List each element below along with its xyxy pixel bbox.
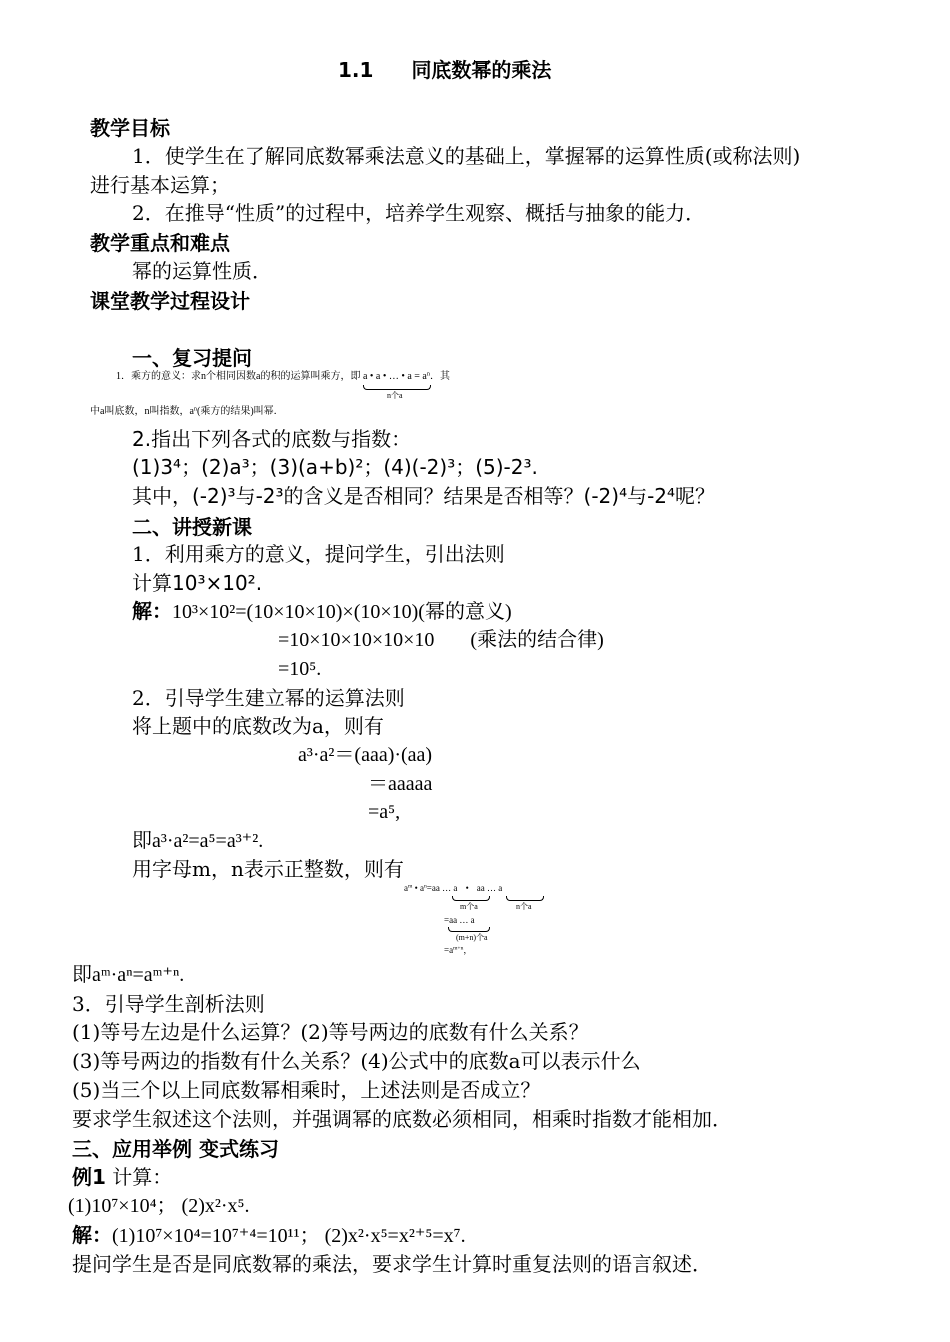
g1-dot-2: • [465,883,469,893]
g1-product-m: =aa … a [426,883,458,893]
formula-text: a • a • … • a = a [362,371,427,382]
brace-n-label: n个a [516,902,532,911]
heading-process: 课堂教学过程设计 [90,289,250,313]
goal-1-line-1: 1．使学生在了解同底数幂乘法意义的基础上，掌握幂的运算性质(或称法则) [132,144,801,168]
example-1-heading [72,1163,172,1191]
solution-step-1: 10³×10²=(10×10×10)×(10×10)(幂的意义) [172,601,512,623]
q1-line-2-text: 中a叫底数，n叫指数，a [90,406,194,417]
rule-statement: 即aᵐ·aⁿ=aᵐ⁺ⁿ. [72,964,185,986]
solution-line-1 [132,597,512,626]
goal-2: 2．在推导“性质”的过程中，培养学生观察、概括与抽象的能力． [132,201,706,225]
formula-exponent: n [426,370,430,378]
example-1-items: (1)10⁷×10⁴； (2)x²·x⁵. [68,1195,250,1217]
question-2-title: 2.指出下列各式的底数与指数： [132,427,412,451]
example-1-label: 例1 [72,1165,106,1189]
section-2-title: 二、讲授新课 [132,515,252,539]
derivation-summary: 即a³·a²=a⁵=a³⁺². [132,830,264,852]
solution-step-2-note: (乘法的结合律) [470,629,604,651]
g1-exp-m: m [408,883,413,890]
question-2-items: (1)3⁴；(2)a³；(3)(a+b)²；(4)(-2)³；(5)-2³. [132,455,538,479]
new-lesson-2-intro: 将上题中的底数改为a，则有 [132,714,384,738]
q1-line-2-exp: n [193,405,197,413]
new-lesson-3: 3．引导学生剖析法则 [72,992,265,1016]
analysis-question-2: (3)等号两边的指数有什么关系？(4)公式中的底数a可以表示什么 [72,1049,641,1073]
g3-exp: m+n [453,945,464,952]
question-2-question: 其中，(-2)³与-2³的含义是否相同？结果是否相等？(-2)⁴与-2⁴呢？ [132,484,716,508]
section-1-title: 一、复习提问 [132,346,252,370]
example-1-solution [72,1221,466,1250]
closing-note: 提问学生是否是同底数幂的乘法，要求学生计算时重复法则的语言叙述． [72,1252,712,1276]
derivation-step-2: ＝aaaaa [368,773,433,795]
g1-product-n: aa … a [476,883,503,893]
derivation-step-1: a³·a²＝(aaa)·(aa) [298,744,433,766]
q1-line-2-tail: (乘方的结果)叫幂． [196,406,284,417]
brace-m-label: m个a [460,902,478,911]
question-1-line-1 [116,370,450,400]
general-step-3 [444,944,472,956]
g3-base: =a [444,945,454,955]
general-step-1 [404,882,502,894]
question-1-line-2 [90,405,284,419]
title-number: 1.1 [338,58,374,82]
section-3-title: 三、应用举例 变式练习 [72,1137,279,1161]
g3-tail: ， [463,945,473,955]
key-points-text: 幂的运算性质． [132,259,272,283]
general-derivation-figure [404,882,554,960]
title-text: 同底数幂的乘法 [411,58,552,82]
brace-label: n个a [386,391,403,400]
analysis-question-3: (5)当三个以上同底数幂相乘时，上述法则是否成立？ [72,1078,541,1102]
solution-step-2: =10×10×10×10×10 [278,629,435,651]
g1-base: a [404,883,408,893]
analysis-requirement: 要求学生叙述这个法则，并强调幂的底数必须相同，相乘时指数才能相加． [72,1107,732,1131]
new-lesson-2: 2．引导学生建立幂的运算法则 [132,686,405,710]
g1-dot: • a [414,883,424,893]
solution-line-3: =10⁵. [278,658,322,680]
question-1-tail: ．其 [429,371,450,382]
goal-1-line-2: 进行基本运算； [90,173,230,197]
general-step-2: =aa … a [444,915,475,925]
solution-label: 解： [132,599,172,623]
example-1-solution-text: (1)10⁷×10⁴=10⁷⁺⁴=10¹¹； (2)x²·x⁵=x²⁺⁵=x⁷. [112,1225,466,1247]
general-rule-intro: 用字母m，n表示正整数，则有 [132,857,404,881]
heading-goals: 教学目标 [90,116,170,140]
new-lesson-1-calc: 计算10³×10². [132,571,263,595]
derivation-step-3: =a⁵, [368,801,401,823]
page-title [338,56,551,84]
new-lesson-1: 1．利用乘方的意义，提问学生，引出法则 [132,542,505,566]
brace-m-plus-n-label: (m+n)个a [456,933,488,942]
g1-exp-n: n [424,883,427,890]
power-definition-formula [362,370,430,400]
example-1-solution-label: 解： [72,1223,112,1247]
example-1-text: 计算： [105,1165,173,1189]
question-1-text: 1．乘方的意义：求n个相同因数a的积的运算叫乘方，即 [116,371,361,382]
heading-key-points: 教学重点和难点 [90,231,230,255]
solution-line-2 [278,626,604,654]
analysis-question-1: (1)等号左边是什么运算？(2)等号两边的底数有什么关系？ [72,1020,589,1044]
